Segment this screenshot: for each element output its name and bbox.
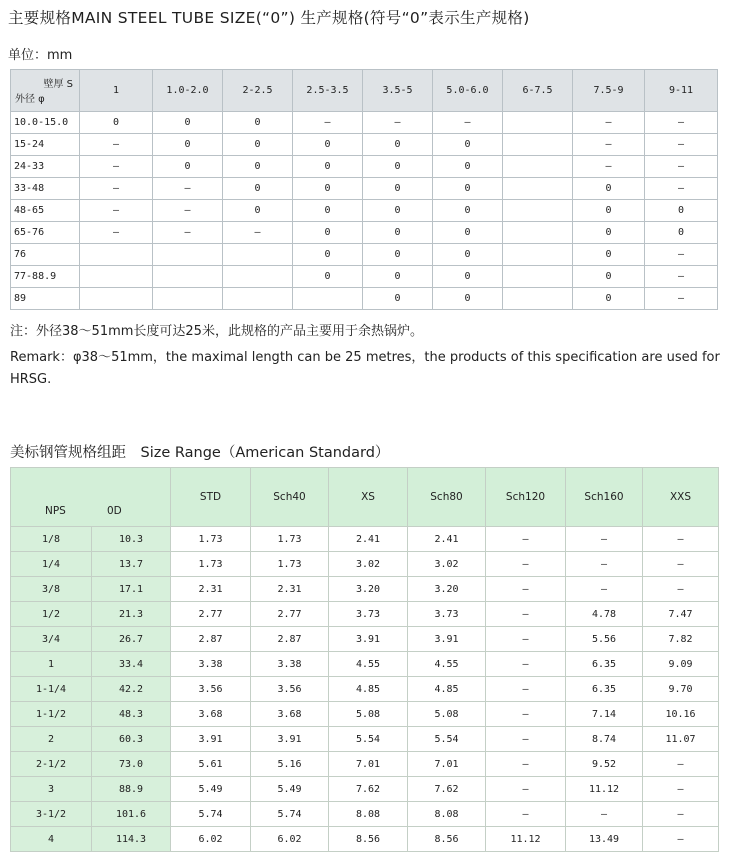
table-cell: 2.41 — [329, 527, 408, 552]
table-cell: 0 — [293, 134, 363, 156]
table-cell: – — [153, 178, 223, 200]
row-header-outer-diameter: 77-88.9 — [11, 266, 80, 288]
table-cell: 0 — [153, 134, 223, 156]
corner-od-label: 0D — [107, 505, 122, 517]
table-cell: – — [80, 156, 153, 178]
row-header-nps: 1/2 — [11, 602, 92, 627]
row-header-outer-diameter: 10.0-15.0 — [11, 112, 80, 134]
table-cell: 2.31 — [251, 577, 329, 602]
table-cell: – — [433, 112, 503, 134]
remark-text: Remark：φ38～51mm，the maximal length can be 25 metres，the products of this specification are used for HRSG. — [10, 350, 720, 387]
table-row — [11, 112, 718, 134]
table-cell: 0 — [645, 200, 718, 222]
row-header-od: 73.0 — [92, 752, 171, 777]
table-cell: 0 — [223, 178, 293, 200]
table-row — [11, 802, 719, 827]
table-row — [11, 552, 719, 577]
table-cell: 1.73 — [171, 552, 251, 577]
column-header: 1.0-2.0 — [153, 70, 223, 112]
table-cell: 0 — [223, 156, 293, 178]
column-header: Sch80 — [408, 468, 486, 527]
table-cell: 0 — [363, 244, 433, 266]
table-cell: 0 — [363, 200, 433, 222]
table-cell: – — [80, 222, 153, 244]
row-header-nps: 4 — [11, 827, 92, 852]
table-header-row — [11, 70, 718, 112]
table-cell: 2.87 — [171, 627, 251, 652]
table-cell: – — [153, 222, 223, 244]
table-corner-cell — [11, 70, 80, 112]
table-cell: 3.02 — [329, 552, 408, 577]
table-cell: 0 — [80, 112, 153, 134]
row-header-od: 33.4 — [92, 652, 171, 677]
table-cell: 7.82 — [643, 627, 719, 652]
table-cell: 0 — [363, 266, 433, 288]
table-cell: 0 — [293, 156, 363, 178]
table-cell: – — [573, 112, 645, 134]
table-row — [11, 244, 718, 266]
table-cell: – — [643, 552, 719, 577]
column-header: 5.0-6.0 — [433, 70, 503, 112]
table-cell: – — [486, 752, 566, 777]
unit-label: 单位：mm — [8, 48, 73, 63]
table-cell: – — [486, 727, 566, 752]
table-row — [11, 677, 719, 702]
table-cell: – — [486, 652, 566, 677]
corner-nps-label: NPS — [45, 505, 66, 517]
table-cell: 6.35 — [566, 677, 643, 702]
row-header-nps: 3/8 — [11, 577, 92, 602]
table-cell: 5.49 — [171, 777, 251, 802]
main-steel-tube-size-table — [10, 69, 718, 310]
row-header-nps: 3/4 — [11, 627, 92, 652]
table-cell — [80, 266, 153, 288]
table-cell: – — [566, 577, 643, 602]
corner-wall-thickness-label: 壁厚 S — [43, 79, 73, 90]
table-cell: 3.91 — [171, 727, 251, 752]
column-header: 9-11 — [645, 70, 718, 112]
table-cell: 0 — [153, 156, 223, 178]
table-cell: 11.07 — [643, 727, 719, 752]
table-row — [11, 827, 719, 852]
table-cell: 3.68 — [171, 702, 251, 727]
table-cell — [223, 266, 293, 288]
table-cell: – — [643, 527, 719, 552]
table-cell: – — [223, 222, 293, 244]
table-cell — [503, 244, 573, 266]
row-header-od: 42.2 — [92, 677, 171, 702]
table-cell — [503, 200, 573, 222]
table-cell: 0 — [223, 134, 293, 156]
table-cell: – — [486, 677, 566, 702]
row-header-nps: 1-1/2 — [11, 702, 92, 727]
row-header-nps: 2 — [11, 727, 92, 752]
table-cell: 7.01 — [329, 752, 408, 777]
table-cell: 2.77 — [171, 602, 251, 627]
row-header-nps: 1/4 — [11, 552, 92, 577]
table-cell — [80, 244, 153, 266]
table-cell: – — [486, 552, 566, 577]
table-cell: 0 — [433, 134, 503, 156]
table-row — [11, 627, 719, 652]
table-cell: 5.16 — [251, 752, 329, 777]
table-cell: 9.09 — [643, 652, 719, 677]
row-header-od: 17.1 — [92, 577, 171, 602]
table-cell — [503, 178, 573, 200]
table-cell: – — [645, 134, 718, 156]
column-header: 2.5-3.5 — [293, 70, 363, 112]
table-cell: – — [645, 288, 718, 310]
table-cell: 8.74 — [566, 727, 643, 752]
table-cell: 0 — [433, 200, 503, 222]
table-cell: – — [566, 527, 643, 552]
table-cell: 3.91 — [251, 727, 329, 752]
table-cell: 8.56 — [408, 827, 486, 852]
table-cell: – — [573, 156, 645, 178]
table-cell: 4.55 — [329, 652, 408, 677]
table-cell: 5.74 — [251, 802, 329, 827]
table-row — [11, 527, 719, 552]
table-row — [11, 727, 719, 752]
table-cell: 9.52 — [566, 752, 643, 777]
table-cell: 13.49 — [566, 827, 643, 852]
table-cell: 8.08 — [329, 802, 408, 827]
row-header-nps: 1-1/4 — [11, 677, 92, 702]
table-cell: 0 — [153, 112, 223, 134]
row-header-outer-diameter: 65-76 — [11, 222, 80, 244]
row-header-outer-diameter: 15-24 — [11, 134, 80, 156]
table-cell: 0 — [573, 222, 645, 244]
table-cell: – — [293, 112, 363, 134]
table-cell — [153, 244, 223, 266]
table-cell: 3.68 — [251, 702, 329, 727]
table-row — [11, 200, 718, 222]
row-header-nps: 1 — [11, 652, 92, 677]
table-cell: 2.87 — [251, 627, 329, 652]
table-cell — [503, 266, 573, 288]
table-cell: 0 — [433, 156, 503, 178]
column-header: STD — [171, 468, 251, 527]
table-row — [11, 134, 718, 156]
column-header: 1 — [80, 70, 153, 112]
table-cell: 0 — [645, 222, 718, 244]
table-cell: 2.31 — [171, 577, 251, 602]
table-cell: 6.02 — [251, 827, 329, 852]
table-cell: – — [566, 802, 643, 827]
note-text: 注：外径38～51mm长度可达25米，此规格的产品主要用于余热锅炉。 — [10, 324, 423, 339]
column-header: Sch40 — [251, 468, 329, 527]
row-header-outer-diameter: 76 — [11, 244, 80, 266]
table-cell: 3.73 — [408, 602, 486, 627]
table-cell — [153, 266, 223, 288]
table-cell: 3.02 — [408, 552, 486, 577]
american-standard-size-range-title: 美标钢管规格组距 Size Range（American Standard） — [10, 445, 390, 461]
table-cell: 7.14 — [566, 702, 643, 727]
table-cell: 6.02 — [171, 827, 251, 852]
table-row — [11, 266, 718, 288]
row-header-nps: 1/8 — [11, 527, 92, 552]
row-header-outer-diameter: 48-65 — [11, 200, 80, 222]
table-cell: 4.85 — [408, 677, 486, 702]
table-cell: 4.55 — [408, 652, 486, 677]
table-cell: 3.91 — [329, 627, 408, 652]
table-cell: 0 — [433, 178, 503, 200]
table-cell: 0 — [433, 266, 503, 288]
table-row — [11, 222, 718, 244]
table-cell: 2.41 — [408, 527, 486, 552]
row-header-od: 48.3 — [92, 702, 171, 727]
table-cell: 0 — [573, 178, 645, 200]
table-cell: – — [80, 200, 153, 222]
table-row — [11, 577, 719, 602]
table-cell: 7.62 — [408, 777, 486, 802]
table-cell: 1.73 — [171, 527, 251, 552]
row-header-outer-diameter: 24-33 — [11, 156, 80, 178]
row-header-od: 10.3 — [92, 527, 171, 552]
column-header: XXS — [643, 468, 719, 527]
table-cell: 0 — [223, 200, 293, 222]
table-cell: – — [486, 602, 566, 627]
table-cell — [153, 288, 223, 310]
corner-outer-diameter-label: 外径 φ — [15, 94, 45, 105]
table-cell: 8.56 — [329, 827, 408, 852]
table-cell: 0 — [363, 178, 433, 200]
table-cell: 0 — [293, 178, 363, 200]
table-cell: – — [645, 156, 718, 178]
table-row — [11, 652, 719, 677]
table-cell: 7.01 — [408, 752, 486, 777]
table-row — [11, 702, 719, 727]
table-cell: 0 — [293, 244, 363, 266]
table-cell: – — [645, 244, 718, 266]
row-header-nps: 2-1/2 — [11, 752, 92, 777]
table-cell: – — [486, 577, 566, 602]
row-header-od: 60.3 — [92, 727, 171, 752]
table-cell: 3.38 — [171, 652, 251, 677]
table-cell: – — [645, 266, 718, 288]
row-header-nps: 3 — [11, 777, 92, 802]
table-cell: – — [643, 802, 719, 827]
column-header: Sch120 — [486, 468, 566, 527]
table-cell: – — [643, 827, 719, 852]
table-cell — [223, 288, 293, 310]
table-cell — [503, 156, 573, 178]
table-cell: 5.56 — [566, 627, 643, 652]
table-cell: 0 — [223, 112, 293, 134]
table-cell: 4.78 — [566, 602, 643, 627]
table-cell: 9.70 — [643, 677, 719, 702]
table-cell: 0 — [573, 266, 645, 288]
row-header-od: 101.6 — [92, 802, 171, 827]
table-cell: 0 — [293, 222, 363, 244]
table-cell: 0 — [433, 244, 503, 266]
table-cell — [293, 288, 363, 310]
table-cell: 0 — [573, 200, 645, 222]
table-cell: – — [566, 552, 643, 577]
table-cell: – — [645, 178, 718, 200]
table-cell: 7.62 — [329, 777, 408, 802]
table-cell: – — [486, 802, 566, 827]
table-cell: 3.38 — [251, 652, 329, 677]
table-cell: 5.08 — [408, 702, 486, 727]
table-cell: – — [573, 134, 645, 156]
table-cell: 0 — [293, 200, 363, 222]
table-cell: 1.73 — [251, 527, 329, 552]
table-cell: 0 — [293, 266, 363, 288]
table-cell: 0 — [363, 222, 433, 244]
table-cell: – — [486, 627, 566, 652]
main-steel-tube-size-title: 主要规格MAIN STEEL TUBE SIZE(“0”) 生产规格(符号“0”表示生产规格) — [8, 9, 530, 27]
table-cell: – — [363, 112, 433, 134]
column-header: 6-7.5 — [503, 70, 573, 112]
table-cell: 3.56 — [251, 677, 329, 702]
table-cell: – — [643, 777, 719, 802]
row-header-outer-diameter: 33-48 — [11, 178, 80, 200]
table-row — [11, 178, 718, 200]
table-cell: – — [645, 112, 718, 134]
table-cell: – — [643, 752, 719, 777]
table-cell: 0 — [363, 156, 433, 178]
table-cell: – — [486, 777, 566, 802]
table-header-row — [11, 468, 719, 527]
table-cell: 11.12 — [486, 827, 566, 852]
column-header: Sch160 — [566, 468, 643, 527]
table-cell: 8.08 — [408, 802, 486, 827]
column-header: XS — [329, 468, 408, 527]
table-cell: 0 — [363, 134, 433, 156]
table-cell: – — [80, 134, 153, 156]
american-standard-size-table — [10, 467, 719, 852]
table-cell: 10.16 — [643, 702, 719, 727]
table-cell — [223, 244, 293, 266]
table-row — [11, 752, 719, 777]
table-corner-cell — [11, 468, 171, 527]
column-header: 2-2.5 — [223, 70, 293, 112]
table-cell: 5.54 — [408, 727, 486, 752]
table-cell: 0 — [573, 244, 645, 266]
table-row — [11, 288, 718, 310]
table-cell: – — [486, 527, 566, 552]
row-header-nps: 3-1/2 — [11, 802, 92, 827]
table-cell: 1.73 — [251, 552, 329, 577]
column-header: 7.5-9 — [573, 70, 645, 112]
table-cell: 3.20 — [329, 577, 408, 602]
table-row — [11, 777, 719, 802]
table-cell: 5.74 — [171, 802, 251, 827]
column-header: 3.5-5 — [363, 70, 433, 112]
table-cell: 5.54 — [329, 727, 408, 752]
table-cell: 3.91 — [408, 627, 486, 652]
table-row — [11, 156, 718, 178]
table-cell: 3.20 — [408, 577, 486, 602]
table-cell: 5.08 — [329, 702, 408, 727]
table-cell: 3.73 — [329, 602, 408, 627]
table-cell: – — [486, 702, 566, 727]
row-header-od: 21.3 — [92, 602, 171, 627]
row-header-outer-diameter: 89 — [11, 288, 80, 310]
row-header-od: 114.3 — [92, 827, 171, 852]
table-cell: 7.47 — [643, 602, 719, 627]
table-cell: 5.49 — [251, 777, 329, 802]
table-cell — [503, 222, 573, 244]
table-cell: 0 — [433, 288, 503, 310]
table-cell: 4.85 — [329, 677, 408, 702]
table-cell: 0 — [573, 288, 645, 310]
table-cell: – — [643, 577, 719, 602]
table-cell: 2.77 — [251, 602, 329, 627]
table-cell — [503, 134, 573, 156]
table-cell — [80, 288, 153, 310]
row-header-od: 26.7 — [92, 627, 171, 652]
table-cell: 5.61 — [171, 752, 251, 777]
table-cell — [503, 112, 573, 134]
table-cell: 0 — [363, 288, 433, 310]
table-cell: 11.12 — [566, 777, 643, 802]
row-header-od: 13.7 — [92, 552, 171, 577]
table-cell: 3.56 — [171, 677, 251, 702]
table-row — [11, 602, 719, 627]
table-cell: – — [153, 200, 223, 222]
row-header-od: 88.9 — [92, 777, 171, 802]
table-cell — [503, 288, 573, 310]
table-cell: 6.35 — [566, 652, 643, 677]
table-cell: – — [80, 178, 153, 200]
table-cell: 0 — [433, 222, 503, 244]
